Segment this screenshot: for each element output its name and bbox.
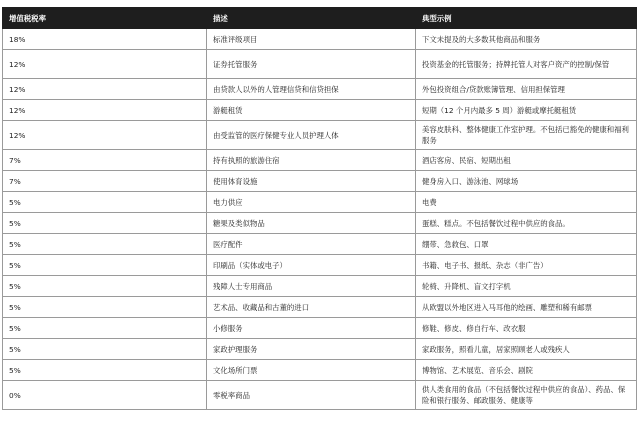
rate-cell: 7% (3, 150, 207, 171)
example-cell: 轮椅、升降机、盲文打字机 (416, 276, 637, 297)
example-cell: 酒店客房、民宿、短期出租 (416, 150, 637, 171)
table-row (3, 213, 637, 234)
table-row (3, 339, 637, 360)
example-cell: 外包投资组合/贷款账簿管理、信用担保管理 (416, 79, 637, 100)
table-row (3, 297, 637, 318)
example-cell: 短期（12 个月内最多 5 周）游艇或摩托艇租赁 (416, 100, 637, 121)
description-cell: 由贷款人以外的人管理信贷和信贷担保 (207, 79, 416, 100)
rate-cell: 5% (3, 360, 207, 381)
rate-cell: 12% (3, 121, 207, 150)
example-cell: 绷带、急救包、口罩 (416, 234, 637, 255)
example-cell: 博物馆、艺术展览、音乐会、剧院 (416, 360, 637, 381)
description-cell: 游艇租赁 (207, 100, 416, 121)
description-cell: 证券托管服务 (207, 50, 416, 79)
description-cell: 文化场所门票 (207, 360, 416, 381)
table-header-row (3, 8, 637, 29)
table-row (3, 79, 637, 100)
example-cell: 从欧盟以外地区进入马耳他的绘画、雕塑和稀有邮票 (416, 297, 637, 318)
rate-cell: 5% (3, 297, 207, 318)
rate-cell: 5% (3, 192, 207, 213)
example-cell: 下文未提及的大多数其他商品和服务 (416, 29, 637, 50)
description-cell: 家政护理服务 (207, 339, 416, 360)
description-cell: 印刷品（实体或电子） (207, 255, 416, 276)
example-cell: 家政服务，照看儿童，居家照顾老人或残疾人 (416, 339, 637, 360)
example-cell: 美容皮肤科、整体健康工作室护理。不包括已豁免的健康和福利服务 (416, 121, 637, 150)
example-cell: 健身房入口、游泳池、网球场 (416, 171, 637, 192)
table-row (3, 171, 637, 192)
rate-cell: 5% (3, 276, 207, 297)
description-cell: 标准评级项目 (207, 29, 416, 50)
table-row (3, 150, 637, 171)
header-description: 描述 (207, 8, 416, 29)
description-cell: 使用体育设施 (207, 171, 416, 192)
example-cell: 书籍、电子书、报纸、杂志（非广告） (416, 255, 637, 276)
example-cell: 电费 (416, 192, 637, 213)
rate-cell: 7% (3, 171, 207, 192)
header-typical-examples: 典型示例 (416, 8, 637, 29)
description-cell: 持有执照的旅游住宿 (207, 150, 416, 171)
example-cell: 供人类食用的食品（不包括餐饮过程中供应的食品）、药品、保险和银行服务、邮政服务、健康等 (416, 381, 637, 410)
example-cell: 蛋糕、糕点。不包括餐饮过程中供应的食品。 (416, 213, 637, 234)
table-row (3, 192, 637, 213)
description-cell: 零税率商品 (207, 381, 416, 410)
rate-cell: 12% (3, 50, 207, 79)
description-cell: 电力供应 (207, 192, 416, 213)
rate-cell: 5% (3, 318, 207, 339)
description-cell: 艺术品、收藏品和古董的进口 (207, 297, 416, 318)
table-row (3, 234, 637, 255)
table-row (3, 255, 637, 276)
rate-cell: 12% (3, 100, 207, 121)
example-cell: 投资基金的托管服务；持牌托管人对客户资产的控制/保管 (416, 50, 637, 79)
table-row (3, 381, 637, 410)
description-cell: 由受监管的医疗保健专业人员护理人体 (207, 121, 416, 150)
table-row (3, 100, 637, 121)
rate-cell: 5% (3, 234, 207, 255)
table-row (3, 318, 637, 339)
table-row (3, 50, 637, 79)
rate-cell: 12% (3, 79, 207, 100)
rate-cell: 18% (3, 29, 207, 50)
rate-cell: 5% (3, 213, 207, 234)
table-row (3, 121, 637, 150)
header-vat-rate: 增值税税率 (3, 8, 207, 29)
rate-cell: 5% (3, 339, 207, 360)
rate-cell: 5% (3, 255, 207, 276)
rate-cell: 0% (3, 381, 207, 410)
vat-rate-table (2, 7, 637, 410)
example-cell: 修鞋、修皮、修自行车、改衣服 (416, 318, 637, 339)
description-cell: 医疗配件 (207, 234, 416, 255)
description-cell: 残障人士专用商品 (207, 276, 416, 297)
table-row (3, 276, 637, 297)
description-cell: 糖果及类似物品 (207, 213, 416, 234)
table-row (3, 360, 637, 381)
table-row (3, 29, 637, 50)
description-cell: 小修服务 (207, 318, 416, 339)
